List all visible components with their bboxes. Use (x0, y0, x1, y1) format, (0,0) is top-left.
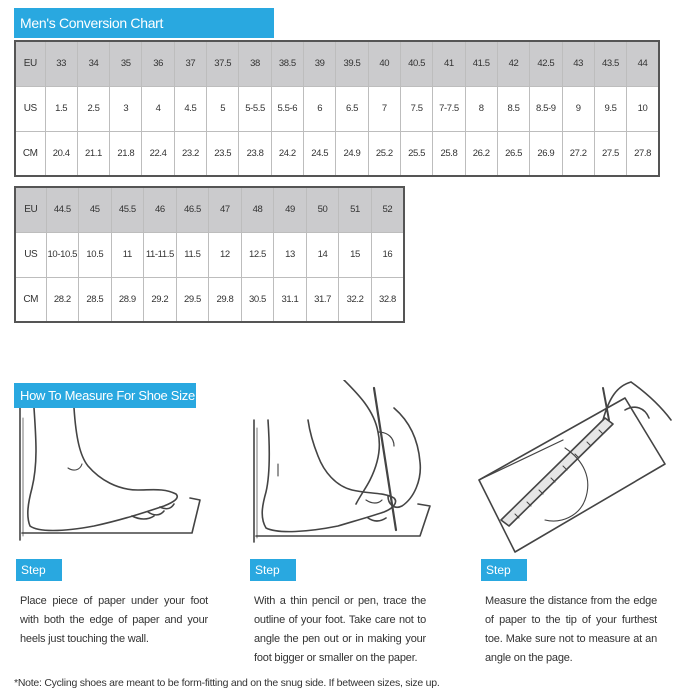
table-cell: 37.5 (207, 41, 239, 86)
table-cell: 23.8 (239, 131, 271, 176)
table-row-us (15, 86, 659, 131)
measure-title: How To Measure For Shoe Size (20, 388, 195, 403)
table-cell: 31.7 (306, 277, 339, 322)
table-cell: 10.5 (79, 232, 112, 277)
table-cell: 4 (142, 86, 174, 131)
row-label: EU (15, 187, 46, 232)
table-cell: 48 (241, 187, 274, 232)
table-cell: 43 (562, 41, 594, 86)
table-cell: 15 (339, 232, 372, 277)
table-cell: 47 (209, 187, 242, 232)
table-cell: 34 (77, 41, 109, 86)
paper-outline (479, 398, 665, 552)
table-cell: 23.2 (174, 131, 206, 176)
chart-title-banner (14, 8, 274, 38)
table-cell: 21.1 (77, 131, 109, 176)
table-cell: 6 (304, 86, 336, 131)
paper-outline (22, 498, 200, 533)
table-cell: 9.5 (594, 86, 626, 131)
foot-outline (262, 420, 395, 532)
table-cell: 20.4 (45, 131, 77, 176)
table-cell: 23.5 (207, 131, 239, 176)
table-cell: 22.4 (142, 131, 174, 176)
table-cell: 45.5 (111, 187, 144, 232)
step-1-label: Step 1: (16, 559, 62, 581)
table-cell: 42 (497, 41, 529, 86)
table-cell: 46.5 (176, 187, 209, 232)
table-cell: 28.5 (79, 277, 112, 322)
table-cell: 12.5 (241, 232, 274, 277)
table-cell: 50 (306, 187, 339, 232)
step-3-label: Step 3: (481, 559, 527, 581)
table-cell: 1.5 (45, 86, 77, 131)
table-cell: 25.8 (433, 131, 465, 176)
table-cell: 13 (274, 232, 307, 277)
table-cell: 39 (304, 41, 336, 86)
table-row-eu (15, 41, 659, 86)
table-cell: 5.5-6 (271, 86, 303, 131)
table-cell: 51 (339, 187, 372, 232)
measuring-tape (501, 418, 613, 526)
table-cell: 21.8 (110, 131, 142, 176)
table-cell: 24.9 (336, 131, 368, 176)
table-cell: 35 (110, 41, 142, 86)
table-cell: 46 (144, 187, 177, 232)
table-cell: 11.5 (176, 232, 209, 277)
table-cell: 11 (111, 232, 144, 277)
row-label: US (15, 232, 46, 277)
table-cell: 8.5-9 (530, 86, 562, 131)
row-label: CM (15, 277, 46, 322)
table-cell: 33 (45, 41, 77, 86)
table-cell: 7-7.5 (433, 86, 465, 131)
table-cell: 7.5 (400, 86, 432, 131)
table-cell: 26.2 (465, 131, 497, 176)
row-label: EU (15, 41, 45, 86)
table-cell: 42.5 (530, 41, 562, 86)
table-cell: 29.5 (176, 277, 209, 322)
table-cell: 6.5 (336, 86, 368, 131)
table-cell: 49 (274, 187, 307, 232)
table-cell: 27.5 (594, 131, 626, 176)
table-cell: 8 (465, 86, 497, 131)
step-3-text: Measure the distance from the edge of paper to the tip of your furthest toe. Make sure not to measure at an angle on the page. (485, 595, 657, 664)
table-cell: 14 (306, 232, 339, 277)
table-cell: 40.5 (400, 41, 432, 86)
finger-2 (366, 500, 382, 503)
footnote: *Note: Cycling shoes are meant to be form-fitting and on the snug side. If between sizes, size up. (14, 677, 440, 689)
table-cell: 38 (239, 41, 271, 86)
step-2-text: With a thin pencil or pen, trace the outline of your foot. Take care not to angle the pen out or in making your foot bigger or smaller on the paper. (254, 595, 426, 664)
table-cell: 37 (174, 41, 206, 86)
table-cell: 29.2 (144, 277, 177, 322)
table-cell: 12 (209, 232, 242, 277)
table-cell: 28.9 (111, 277, 144, 322)
table-cell: 28.2 (46, 277, 79, 322)
toe-1 (132, 516, 154, 519)
table-cell: 32.2 (339, 277, 372, 322)
toe-2 (148, 511, 164, 515)
table-cell: 11-11.5 (144, 232, 177, 277)
table-cell: 43.5 (594, 41, 626, 86)
table-cell: 5 (207, 86, 239, 131)
table-cell: 52 (371, 187, 404, 232)
table-cell: 32.8 (371, 277, 404, 322)
table-cell: 44 (627, 41, 659, 86)
conversion-table-1 (14, 40, 660, 177)
table-row-us (15, 232, 404, 277)
step-2-illustration (248, 380, 458, 552)
table-cell: 7 (368, 86, 400, 131)
table-cell: 30.5 (241, 277, 274, 322)
table-cell: 26.5 (497, 131, 529, 176)
table-cell: 44.5 (46, 187, 79, 232)
table-cell: 45 (79, 187, 112, 232)
table-cell: 38.5 (271, 41, 303, 86)
ankle-line (68, 464, 82, 470)
table-cell: 10-10.5 (46, 232, 79, 277)
table-cell: 3 (110, 86, 142, 131)
table-cell: 10 (627, 86, 659, 131)
measure-title-banner (14, 383, 196, 408)
table-cell: 39.5 (336, 41, 368, 86)
row-label: CM (15, 131, 45, 176)
table-cell: 9 (562, 86, 594, 131)
foot-outline (28, 408, 177, 531)
table-cell: 29.8 (209, 277, 242, 322)
hand-outline (603, 382, 671, 420)
table-cell: 25.2 (368, 131, 400, 176)
table-cell: 4.5 (174, 86, 206, 131)
step-3-illustration (475, 380, 675, 560)
table-cell: 26.9 (530, 131, 562, 176)
table-row-cm (15, 131, 659, 176)
step-1-illustration (14, 408, 214, 543)
table-cell: 24.5 (304, 131, 336, 176)
table-cell: 27.2 (562, 131, 594, 176)
table-cell: 8.5 (497, 86, 529, 131)
table-cell: 36 (142, 41, 174, 86)
table-cell: 16 (371, 232, 404, 277)
chart-title: Men's Conversion Chart (20, 15, 164, 31)
table-row-eu (15, 187, 404, 232)
conversion-table-2 (14, 186, 405, 323)
table-cell: 27.8 (627, 131, 659, 176)
table-cell: 41 (433, 41, 465, 86)
table-cell: 31.1 (274, 277, 307, 322)
toe-1 (368, 518, 386, 521)
row-label: US (15, 86, 45, 131)
table-cell: 25.5 (400, 131, 432, 176)
step-1-text: Place piece of paper under your foot with both the edge of paper and your heels just touching the wall. (20, 595, 208, 645)
table-cell: 24.2 (271, 131, 303, 176)
table-cell: 5-5.5 (239, 86, 271, 131)
step-2-label: Step 2: (250, 559, 296, 581)
table-row-cm (15, 277, 404, 322)
table-cell: 2.5 (77, 86, 109, 131)
table-cell: 41.5 (465, 41, 497, 86)
table-cell: 40 (368, 41, 400, 86)
